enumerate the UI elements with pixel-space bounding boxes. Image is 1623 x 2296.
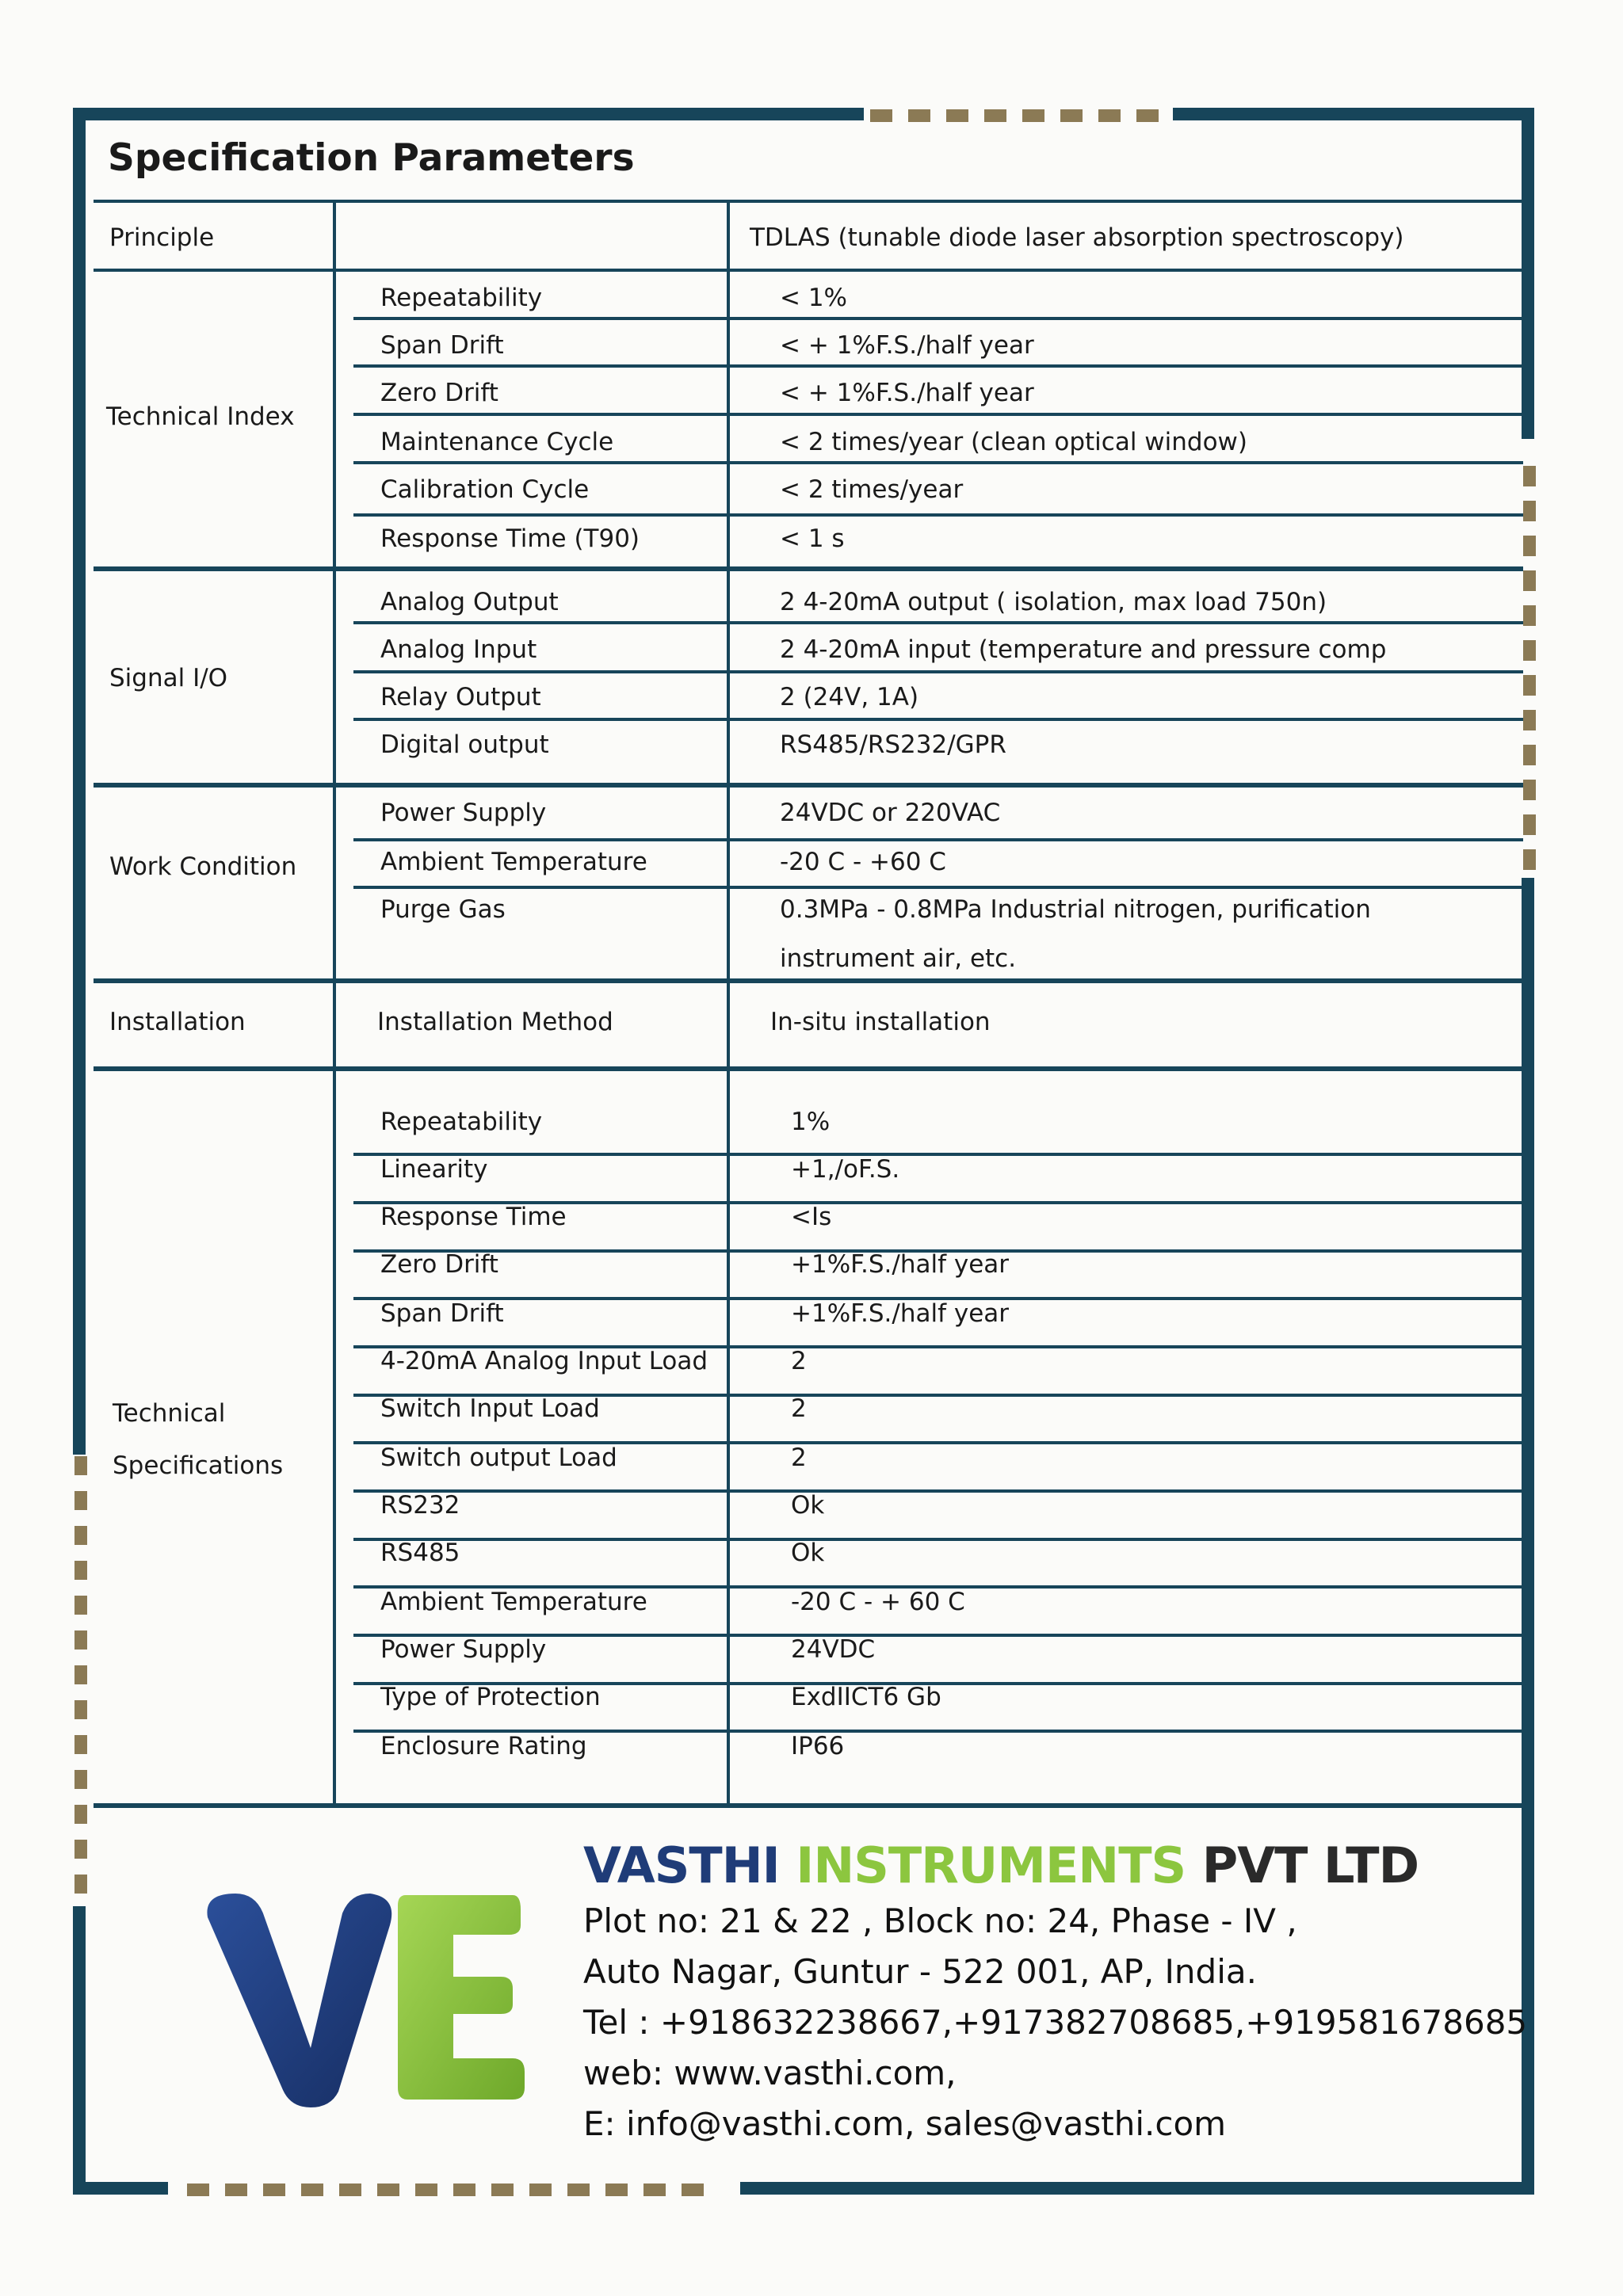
param-label: Maintenance Cycle <box>380 428 614 456</box>
param-value: -20 C - + 60 C <box>791 1588 965 1616</box>
dash-segment <box>339 2183 361 2196</box>
dash-segment <box>301 2183 323 2196</box>
param-label: Power Supply <box>380 799 547 827</box>
param-value: 24VDC <box>791 1635 876 1664</box>
company-name-part2: INSTRUMENTS <box>796 1836 1186 1894</box>
dash-segment <box>1523 605 1536 626</box>
company-name <box>583 1836 1419 1894</box>
principle-value: TDLAS (tunable diode laser absorption spectroscopy) <box>750 223 1404 252</box>
dash-segment <box>74 1665 87 1684</box>
dash-segment <box>1523 570 1536 591</box>
dash-segment <box>1523 780 1536 800</box>
principle-label: Principle <box>109 223 215 252</box>
work-condition-label: Work Condition <box>109 852 297 881</box>
param-label: Repeatability <box>380 284 543 312</box>
dash-segment <box>643 2183 666 2196</box>
param-label: Zero Drift <box>380 1250 498 1279</box>
installation-value: In-situ installation <box>770 1008 991 1036</box>
dash-segment <box>74 1735 87 1754</box>
param-label: Analog Input <box>380 635 537 664</box>
param-label: RS232 <box>380 1491 460 1520</box>
dash-segment <box>1060 109 1083 122</box>
param-value: 24VDC or 220VAC <box>780 799 1001 827</box>
purge-gas-value-line2: instrument air, etc. <box>780 944 1017 973</box>
param-value: +1%F.S./half year <box>791 1250 1010 1279</box>
company-tel: Tel : +918632238667,+917382708685,+919581678685 <box>583 2003 1528 2042</box>
param-value: +1,/oF.S. <box>791 1155 900 1184</box>
dash-segment <box>74 1805 87 1824</box>
company-logo <box>200 1878 533 2115</box>
dash-segment <box>908 109 930 122</box>
dash-segment <box>1523 814 1536 835</box>
param-value: -20 C - +60 C <box>780 848 946 876</box>
param-value: < 2 times/year (clean optical window) <box>780 428 1247 456</box>
dash-segment <box>605 2183 628 2196</box>
frame-left-top <box>73 108 86 1455</box>
param-value: < + 1%F.S./half year <box>780 379 1034 407</box>
dash-segment <box>74 1770 87 1789</box>
param-value: Ok <box>791 1491 825 1520</box>
param-value: 2 (24V, 1A) <box>780 683 919 711</box>
dash-segment <box>870 109 892 122</box>
param-value: < + 1%F.S./half year <box>780 331 1034 360</box>
installation-param: Installation Method <box>377 1008 613 1036</box>
frame-top-left <box>73 108 864 120</box>
param-label: Ambient Temperature <box>380 848 647 876</box>
dash-segment <box>74 1840 87 1859</box>
param-label: Repeatability <box>380 1108 543 1136</box>
company-name-part3: PVT LTD <box>1201 1836 1419 1894</box>
dash-segment <box>74 1630 87 1650</box>
param-value: ExdIICT6 Gb <box>791 1683 941 1711</box>
param-value: 1% <box>791 1108 831 1136</box>
technical-index-label: Technical Index <box>106 402 295 431</box>
param-value: 2 <box>791 1394 807 1423</box>
param-label: RS485 <box>380 1539 460 1567</box>
dash-segment <box>682 2183 704 2196</box>
dash-segment <box>1523 849 1536 870</box>
dash-segment <box>187 2183 209 2196</box>
dash-segment <box>1523 640 1536 661</box>
param-value: 2 4-20mA output ( isolation, max load 750n) <box>780 588 1327 616</box>
company-email[interactable]: E: info@vasthi.com, sales@vasthi.com <box>583 2104 1227 2143</box>
param-label: Switch output Load <box>380 1444 617 1472</box>
dash-segment <box>1098 109 1121 122</box>
param-label: 4-20mA Analog Input Load <box>380 1347 708 1375</box>
param-value: < 1% <box>780 284 848 312</box>
param-value: Ok <box>791 1539 825 1567</box>
dash-segment <box>263 2183 285 2196</box>
dash-segment <box>225 2183 247 2196</box>
frame-bottom-right <box>740 2182 1534 2195</box>
param-label: Enclosure Rating <box>380 1732 587 1760</box>
dash-segment <box>567 2183 590 2196</box>
param-label: Purge Gas <box>380 895 506 924</box>
dash-segment <box>1523 536 1536 556</box>
dash-segment <box>74 1491 87 1510</box>
dash-segment <box>74 1596 87 1615</box>
frame-bottom-left <box>73 2182 168 2195</box>
dash-segment <box>453 2183 475 2196</box>
company-name-part1: VASTHI <box>583 1836 780 1894</box>
param-label: Zero Drift <box>380 379 498 407</box>
param-value: 0.3MPa - 0.8MPa Industrial nitrogen, purification <box>780 895 1371 924</box>
frame-top-right <box>1173 108 1534 120</box>
installation-label: Installation <box>109 1008 246 1036</box>
param-value: IP66 <box>791 1732 845 1760</box>
dash-segment <box>74 1561 87 1580</box>
param-label: Response Time (T90) <box>380 524 640 553</box>
dash-segment <box>1523 745 1536 765</box>
dash-segment <box>377 2183 399 2196</box>
dash-segment <box>415 2183 437 2196</box>
company-web[interactable]: web: www.vasthi.com, <box>583 2054 957 2092</box>
dash-segment <box>74 1700 87 1719</box>
frame-left-bottom <box>73 1906 86 2195</box>
company-address-line1: Plot no: 21 & 22 , Block no: 24, Phase - IV , <box>583 1901 1297 1940</box>
param-label: Ambient Temperature <box>380 1588 647 1616</box>
param-value: +1%F.S./half year <box>791 1299 1010 1328</box>
param-value: < 2 times/year <box>780 475 964 504</box>
dash-segment <box>74 1526 87 1545</box>
page-title: Specification Parameters <box>108 136 635 180</box>
dash-segment <box>74 1875 87 1894</box>
technical-specs-label-2: Specifications <box>113 1451 284 1480</box>
dash-segment <box>529 2183 552 2196</box>
param-label: Linearity <box>380 1155 488 1184</box>
dash-segment <box>946 109 968 122</box>
param-label: Span Drift <box>380 1299 504 1328</box>
dash-segment <box>1523 710 1536 730</box>
dash-segment <box>1022 109 1044 122</box>
param-label: Response Time <box>380 1203 567 1231</box>
dash-segment <box>984 109 1006 122</box>
param-label: Calibration Cycle <box>380 475 590 504</box>
company-address-line2: Auto Nagar, Guntur - 522 001, AP, India. <box>583 1952 1257 1991</box>
dash-segment <box>1523 466 1536 486</box>
param-label: Analog Output <box>380 588 559 616</box>
dash-segment <box>74 1456 87 1475</box>
frame-right-bottom <box>1522 878 1534 2195</box>
param-label: Switch Input Load <box>380 1394 600 1423</box>
param-value: RS485/RS232/GPR <box>780 730 1006 759</box>
param-label: Relay Output <box>380 683 541 711</box>
param-value: <Is <box>791 1203 832 1231</box>
dash-segment <box>491 2183 514 2196</box>
param-label: Power Supply <box>380 1635 547 1664</box>
param-value: < 1 s <box>780 524 845 553</box>
dash-segment <box>1523 675 1536 696</box>
param-value: 2 <box>791 1347 807 1375</box>
param-value: 2 <box>791 1444 807 1472</box>
param-label: Span Drift <box>380 331 504 360</box>
frame-right-top <box>1522 108 1534 439</box>
param-label: Digital output <box>380 730 549 759</box>
param-value: 2 4-20mA input (temperature and pressure comp <box>780 635 1387 664</box>
param-label: Type of Protection <box>380 1683 601 1711</box>
dash-segment <box>1136 109 1159 122</box>
dash-segment <box>1523 501 1536 521</box>
technical-specs-label-1: Technical <box>113 1399 226 1428</box>
signal-io-label: Signal I/O <box>109 664 228 692</box>
